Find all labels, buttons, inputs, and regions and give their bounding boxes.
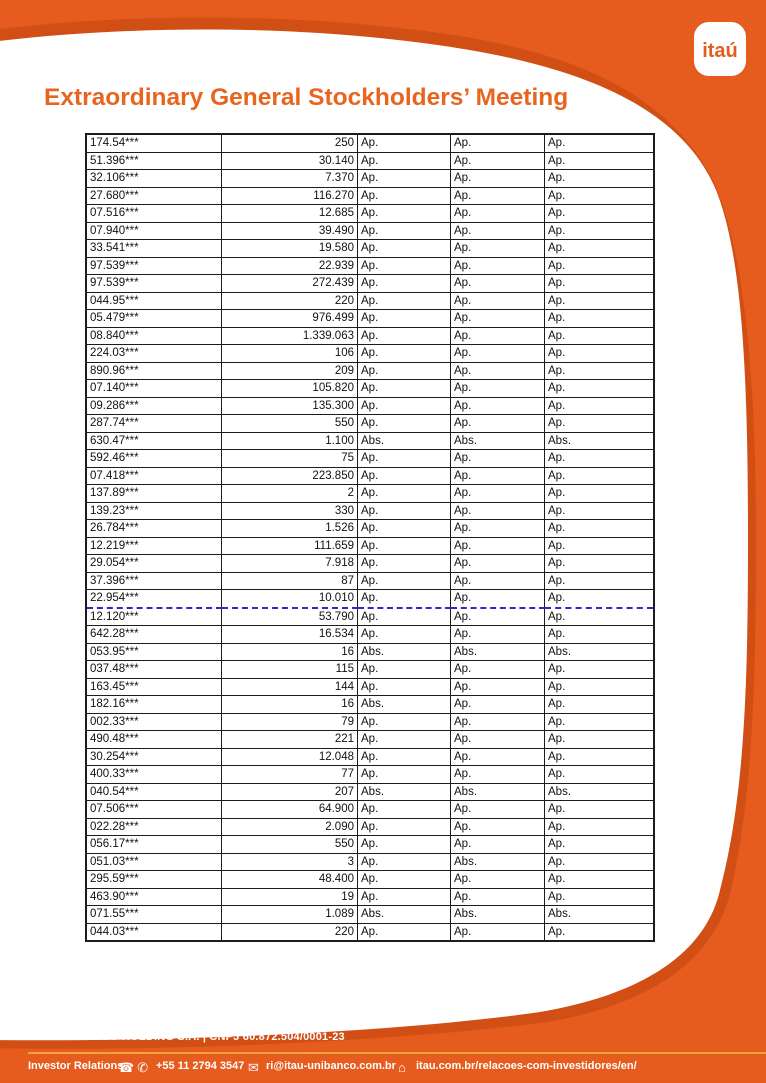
table-row [86, 906, 654, 924]
vote1-cell: Ap. [358, 801, 451, 819]
phone-icon: ☎ [118, 1060, 135, 1075]
vote1-cell: Ap. [358, 327, 451, 345]
table-row [86, 853, 654, 871]
table-row [86, 836, 654, 854]
vote3-cell: Ap. [545, 134, 655, 152]
vote3-cell: Ap. [545, 380, 655, 398]
stockholder-id-cell: 09.286*** [86, 397, 222, 415]
shares-cell: 16 [222, 696, 358, 714]
shares-cell: 79 [222, 713, 358, 731]
vote2-cell: Ap. [451, 766, 545, 784]
vote3-cell: Ap. [545, 327, 655, 345]
vote3-cell: Ap. [545, 555, 655, 573]
shares-cell: 550 [222, 836, 358, 854]
vote2-cell: Ap. [451, 134, 545, 152]
vote1-cell: Ap. [358, 678, 451, 696]
shares-cell: 10.010 [222, 590, 358, 608]
vote2-cell: Ap. [451, 257, 545, 275]
vote2-cell: Abs. [451, 432, 545, 450]
vote3-cell: Ap. [545, 871, 655, 889]
vote3-cell: Ap. [545, 240, 655, 258]
table-row [86, 240, 654, 258]
vote2-cell: Ap. [451, 748, 545, 766]
vote2-cell: Ap. [451, 275, 545, 293]
shares-cell: 53.790 [222, 608, 358, 626]
vote1-cell: Ap. [358, 520, 451, 538]
shares-cell: 106 [222, 345, 358, 363]
table-row [86, 345, 654, 363]
itau-logo-text: itaú [702, 39, 738, 62]
vote3-cell: Ap. [545, 626, 655, 644]
table-row [86, 152, 654, 170]
vote2-cell: Ap. [451, 310, 545, 328]
vote1-cell: Ap. [358, 415, 451, 433]
vote3-cell: Ap. [545, 731, 655, 749]
vote1-cell: Ap. [358, 608, 451, 626]
shares-cell: 77 [222, 766, 358, 784]
stockholder-id-cell: 07.516*** [86, 205, 222, 223]
vote1-cell: Ap. [358, 467, 451, 485]
shares-cell: 48.400 [222, 871, 358, 889]
vote1-cell: Abs. [358, 643, 451, 661]
stockholder-id-cell: 044.95*** [86, 292, 222, 310]
vote3-cell: Ap. [545, 678, 655, 696]
vote1-cell: Ap. [358, 836, 451, 854]
vote2-cell: Ap. [451, 626, 545, 644]
table-row [86, 380, 654, 398]
vote2-cell: Ap. [451, 415, 545, 433]
stockholder-id-cell: 37.396*** [86, 572, 222, 590]
shares-cell: 16 [222, 643, 358, 661]
table-row [86, 537, 654, 555]
shares-cell: 250 [222, 134, 358, 152]
stockholder-id-cell: 33.541*** [86, 240, 222, 258]
vote3-cell: Ap. [545, 537, 655, 555]
table-row [86, 520, 654, 538]
vote3-cell: Ap. [545, 923, 655, 941]
table-row [86, 292, 654, 310]
vote2-cell: Ap. [451, 240, 545, 258]
vote1-cell: Ap. [358, 205, 451, 223]
vote2-cell: Abs. [451, 783, 545, 801]
stockholder-id-cell: 29.054*** [86, 555, 222, 573]
vote2-cell: Ap. [451, 696, 545, 714]
vote1-cell: Ap. [358, 626, 451, 644]
table-row [86, 555, 654, 573]
table-row [86, 502, 654, 520]
table-row [86, 801, 654, 819]
vote3-cell: Ap. [545, 485, 655, 503]
vote2-cell: Ap. [451, 222, 545, 240]
stockholder-id-cell: 05.479*** [86, 310, 222, 328]
vote1-cell: Ap. [358, 537, 451, 555]
table-row [86, 871, 654, 889]
stockholder-id-cell: 22.954*** [86, 590, 222, 608]
table-row [86, 731, 654, 749]
stockholder-id-cell: 174.54*** [86, 134, 222, 152]
stockholder-id-cell: 26.784*** [86, 520, 222, 538]
stockholder-id-cell: 139.23*** [86, 502, 222, 520]
table-row [86, 888, 654, 906]
shares-cell: 12.048 [222, 748, 358, 766]
shares-cell: 115 [222, 661, 358, 679]
footer-phone-icons [118, 1060, 148, 1076]
vote3-cell: Ap. [545, 766, 655, 784]
vote3-cell: Ap. [545, 467, 655, 485]
vote3-cell: Ap. [545, 572, 655, 590]
shares-cell: 223.850 [222, 467, 358, 485]
shares-cell: 3 [222, 853, 358, 871]
vote3-cell: Ap. [545, 590, 655, 608]
vote2-cell: Ap. [451, 187, 545, 205]
vote2-cell: Ap. [451, 818, 545, 836]
stockholder-id-cell: 51.396*** [86, 152, 222, 170]
shares-cell: 976.499 [222, 310, 358, 328]
vote1-cell: Ap. [358, 572, 451, 590]
vote1-cell: Ap. [358, 275, 451, 293]
stockholder-id-cell: 071.55*** [86, 906, 222, 924]
footer-phone-number: +55 11 2794 3547 [156, 1060, 245, 1072]
vote3-cell: Ap. [545, 170, 655, 188]
stockholder-id-cell: 037.48*** [86, 661, 222, 679]
vote2-cell: Abs. [451, 906, 545, 924]
stockholder-id-cell: 592.46*** [86, 450, 222, 468]
whatsapp-icon: ✆ [137, 1060, 149, 1075]
vote2-cell: Ap. [451, 871, 545, 889]
shares-cell: 30.140 [222, 152, 358, 170]
shares-cell: 135.300 [222, 397, 358, 415]
vote1-cell: Ap. [358, 257, 451, 275]
footer-mail-icon-wrap [248, 1060, 259, 1076]
vote1-cell: Ap. [358, 502, 451, 520]
vote3-cell: Abs. [545, 906, 655, 924]
stockholder-id-cell: 002.33*** [86, 713, 222, 731]
table-row [86, 362, 654, 380]
itau-logo [694, 22, 746, 76]
vote3-cell: Ap. [545, 397, 655, 415]
table-row [86, 661, 654, 679]
vote2-cell: Ap. [451, 572, 545, 590]
footer-home-icon-wrap [398, 1060, 406, 1075]
vote3-cell: Ap. [545, 292, 655, 310]
vote1-cell: Ap. [358, 818, 451, 836]
vote1-cell: Ap. [358, 310, 451, 328]
vote1-cell: Ap. [358, 450, 451, 468]
vote1-cell: Ap. [358, 748, 451, 766]
table-row [86, 783, 654, 801]
vote1-cell: Abs. [358, 432, 451, 450]
vote3-cell: Abs. [545, 783, 655, 801]
shares-cell: 64.900 [222, 801, 358, 819]
vote2-cell: Ap. [451, 450, 545, 468]
vote1-cell: Abs. [358, 906, 451, 924]
vote2-cell: Ap. [451, 380, 545, 398]
vote3-cell: Ap. [545, 818, 655, 836]
vote3-cell: Ap. [545, 345, 655, 363]
stockholder-id-cell: 32.106*** [86, 170, 222, 188]
vote3-cell: Abs. [545, 643, 655, 661]
table-row [86, 923, 654, 941]
vote1-cell: Abs. [358, 696, 451, 714]
footer-website-link[interactable]: itau.com.br/relacoes-com-investidores/en/ [416, 1060, 637, 1072]
vote3-cell: Ap. [545, 152, 655, 170]
vote2-cell: Abs. [451, 643, 545, 661]
vote2-cell: Ap. [451, 888, 545, 906]
stockholder-id-cell: 463.90*** [86, 888, 222, 906]
table-row [86, 713, 654, 731]
vote2-cell: Ap. [451, 608, 545, 626]
table-row [86, 275, 654, 293]
vote1-cell: Ap. [358, 292, 451, 310]
stockholder-id-cell: 630.47*** [86, 432, 222, 450]
shares-cell: 7.918 [222, 555, 358, 573]
vote3-cell: Ap. [545, 888, 655, 906]
vote1-cell: Ap. [358, 187, 451, 205]
vote3-cell: Ap. [545, 696, 655, 714]
vote2-cell: Ap. [451, 731, 545, 749]
vote1-cell: Ap. [358, 853, 451, 871]
stockholder-id-cell: 490.48*** [86, 731, 222, 749]
vote2-cell: Ap. [451, 292, 545, 310]
vote3-cell: Ap. [545, 801, 655, 819]
stockholder-id-cell: 056.17*** [86, 836, 222, 854]
table-row [86, 626, 654, 644]
shares-cell: 220 [222, 292, 358, 310]
vote2-cell: Ap. [451, 678, 545, 696]
shares-cell: 19 [222, 888, 358, 906]
stockholder-id-cell: 295.59*** [86, 871, 222, 889]
vote1-cell: Ap. [358, 731, 451, 749]
table-row [86, 432, 654, 450]
vote2-cell: Ap. [451, 152, 545, 170]
table-row [86, 572, 654, 590]
vote1-cell: Ap. [358, 661, 451, 679]
vote2-cell: Ap. [451, 713, 545, 731]
home-icon: ⌂ [398, 1060, 406, 1075]
stockholder-id-cell: 30.254*** [86, 748, 222, 766]
table-row [86, 818, 654, 836]
vote1-cell: Ap. [358, 590, 451, 608]
footer-section-label: Investor Relations [28, 1060, 124, 1072]
shares-cell: 22.939 [222, 257, 358, 275]
vote2-cell: Ap. [451, 170, 545, 188]
vote2-cell: Ap. [451, 205, 545, 223]
shares-cell: 12.685 [222, 205, 358, 223]
stockholder-id-cell: 12.219*** [86, 537, 222, 555]
vote1-cell: Ap. [358, 713, 451, 731]
vote2-cell: Ap. [451, 327, 545, 345]
vote3-cell: Ap. [545, 520, 655, 538]
vote2-cell: Ap. [451, 397, 545, 415]
shares-cell: 105.820 [222, 380, 358, 398]
table-row [86, 485, 654, 503]
shares-cell: 207 [222, 783, 358, 801]
stockholder-id-cell: 287.74*** [86, 415, 222, 433]
vote3-cell: Ap. [545, 853, 655, 871]
shares-cell: 2.090 [222, 818, 358, 836]
shares-cell: 1.339.063 [222, 327, 358, 345]
vote1-cell: Ap. [358, 766, 451, 784]
stockholder-id-cell: 044.03*** [86, 923, 222, 941]
page-title: Extraordinary General Stockholders’ Meeting [44, 84, 569, 111]
table-row [86, 678, 654, 696]
table-row [86, 205, 654, 223]
vote1-cell: Ap. [358, 555, 451, 573]
table-row [86, 134, 654, 152]
vote1-cell: Abs. [358, 783, 451, 801]
stockholder-id-cell: 27.680*** [86, 187, 222, 205]
table-container [85, 133, 655, 942]
table-row [86, 608, 654, 626]
vote3-cell: Ap. [545, 310, 655, 328]
stockholders-table [85, 133, 655, 942]
table-row [86, 327, 654, 345]
table-row [86, 222, 654, 240]
shares-cell: 116.270 [222, 187, 358, 205]
mail-icon: ✉ [248, 1060, 259, 1075]
vote1-cell: Ap. [358, 380, 451, 398]
vote1-cell: Ap. [358, 222, 451, 240]
vote2-cell: Ap. [451, 661, 545, 679]
stockholder-id-cell: 07.940*** [86, 222, 222, 240]
vote2-cell: Ap. [451, 923, 545, 941]
stockholder-id-cell: 051.03*** [86, 853, 222, 871]
shares-cell: 2 [222, 485, 358, 503]
stockholder-id-cell: 07.418*** [86, 467, 222, 485]
stockholder-id-cell: 182.16*** [86, 696, 222, 714]
vote3-cell: Ap. [545, 275, 655, 293]
stockholder-id-cell: 07.506*** [86, 801, 222, 819]
table-row [86, 643, 654, 661]
stockholder-id-cell: 400.33*** [86, 766, 222, 784]
vote2-cell: Ap. [451, 467, 545, 485]
vote3-cell: Ap. [545, 187, 655, 205]
vote1-cell: Ap. [358, 888, 451, 906]
table-row [86, 170, 654, 188]
shares-cell: 272.439 [222, 275, 358, 293]
shares-cell: 87 [222, 572, 358, 590]
stockholder-id-cell: 022.28*** [86, 818, 222, 836]
table-row [86, 397, 654, 415]
vote2-cell: Ap. [451, 345, 545, 363]
vote2-cell: Ap. [451, 836, 545, 854]
shares-cell: 144 [222, 678, 358, 696]
vote3-cell: Ap. [545, 502, 655, 520]
stockholder-id-cell: 97.539*** [86, 257, 222, 275]
table-row [86, 766, 654, 784]
stockholder-id-cell: 97.539*** [86, 275, 222, 293]
stockholders-table-body [86, 134, 654, 941]
stockholder-id-cell: 07.140*** [86, 380, 222, 398]
shares-cell: 330 [222, 502, 358, 520]
stockholder-id-cell: 137.89*** [86, 485, 222, 503]
stockholder-id-cell: 224.03*** [86, 345, 222, 363]
vote2-cell: Ap. [451, 520, 545, 538]
stockholder-id-cell: 890.96*** [86, 362, 222, 380]
vote3-cell: Ap. [545, 608, 655, 626]
shares-cell: 39.490 [222, 222, 358, 240]
shares-cell: 16.534 [222, 626, 358, 644]
stockholder-id-cell: 642.28*** [86, 626, 222, 644]
stockholder-id-cell: 040.54*** [86, 783, 222, 801]
vote1-cell: Ap. [358, 871, 451, 889]
shares-cell: 1.089 [222, 906, 358, 924]
shares-cell: 1.100 [222, 432, 358, 450]
table-row [86, 187, 654, 205]
footer-email-link[interactable]: ri@itau-unibanco.com.br [266, 1060, 396, 1072]
vote3-cell: Ap. [545, 748, 655, 766]
vote2-cell: Ap. [451, 537, 545, 555]
vote1-cell: Ap. [358, 923, 451, 941]
shares-cell: 209 [222, 362, 358, 380]
vote2-cell: Ap. [451, 590, 545, 608]
table-row [86, 467, 654, 485]
vote3-cell: Ap. [545, 362, 655, 380]
vote2-cell: Ap. [451, 362, 545, 380]
stockholder-id-cell: 053.95*** [86, 643, 222, 661]
stockholder-id-cell: 163.45*** [86, 678, 222, 696]
vote3-cell: Ap. [545, 257, 655, 275]
stockholder-id-cell: 12.120*** [86, 608, 222, 626]
vote3-cell: Ap. [545, 205, 655, 223]
vote2-cell: Ap. [451, 502, 545, 520]
vote2-cell: Ap. [451, 485, 545, 503]
vote3-cell: Ap. [545, 661, 655, 679]
shares-cell: 220 [222, 923, 358, 941]
vote2-cell: Ap. [451, 555, 545, 573]
vote3-cell: Ap. [545, 713, 655, 731]
vote1-cell: Ap. [358, 397, 451, 415]
vote3-cell: Ap. [545, 450, 655, 468]
table-row [86, 310, 654, 328]
table-row [86, 257, 654, 275]
vote1-cell: Ap. [358, 362, 451, 380]
vote1-cell: Ap. [358, 170, 451, 188]
vote1-cell: Ap. [358, 345, 451, 363]
table-row [86, 450, 654, 468]
footer-divider [28, 1052, 766, 1054]
shares-cell: 550 [222, 415, 358, 433]
stockholder-id-cell: 08.840*** [86, 327, 222, 345]
vote2-cell: Ap. [451, 801, 545, 819]
vote3-cell: Ap. [545, 836, 655, 854]
table-row [86, 415, 654, 433]
vote1-cell: Ap. [358, 134, 451, 152]
vote3-cell: Ap. [545, 415, 655, 433]
shares-cell: 1.526 [222, 520, 358, 538]
shares-cell: 19.580 [222, 240, 358, 258]
vote2-cell: Abs. [451, 853, 545, 871]
table-row [86, 590, 654, 608]
table-row [86, 696, 654, 714]
shares-cell: 111.659 [222, 537, 358, 555]
table-row [86, 748, 654, 766]
vote3-cell: Abs. [545, 432, 655, 450]
shares-cell: 7.370 [222, 170, 358, 188]
vote3-cell: Ap. [545, 222, 655, 240]
vote1-cell: Ap. [358, 152, 451, 170]
shares-cell: 221 [222, 731, 358, 749]
vote1-cell: Ap. [358, 240, 451, 258]
shares-cell: 75 [222, 450, 358, 468]
footer-company-line: ITAÚ UNIBANCO HOLDING S.A. | CNPJ 60.872.504/0001-23 [29, 1031, 345, 1043]
vote1-cell: Ap. [358, 485, 451, 503]
